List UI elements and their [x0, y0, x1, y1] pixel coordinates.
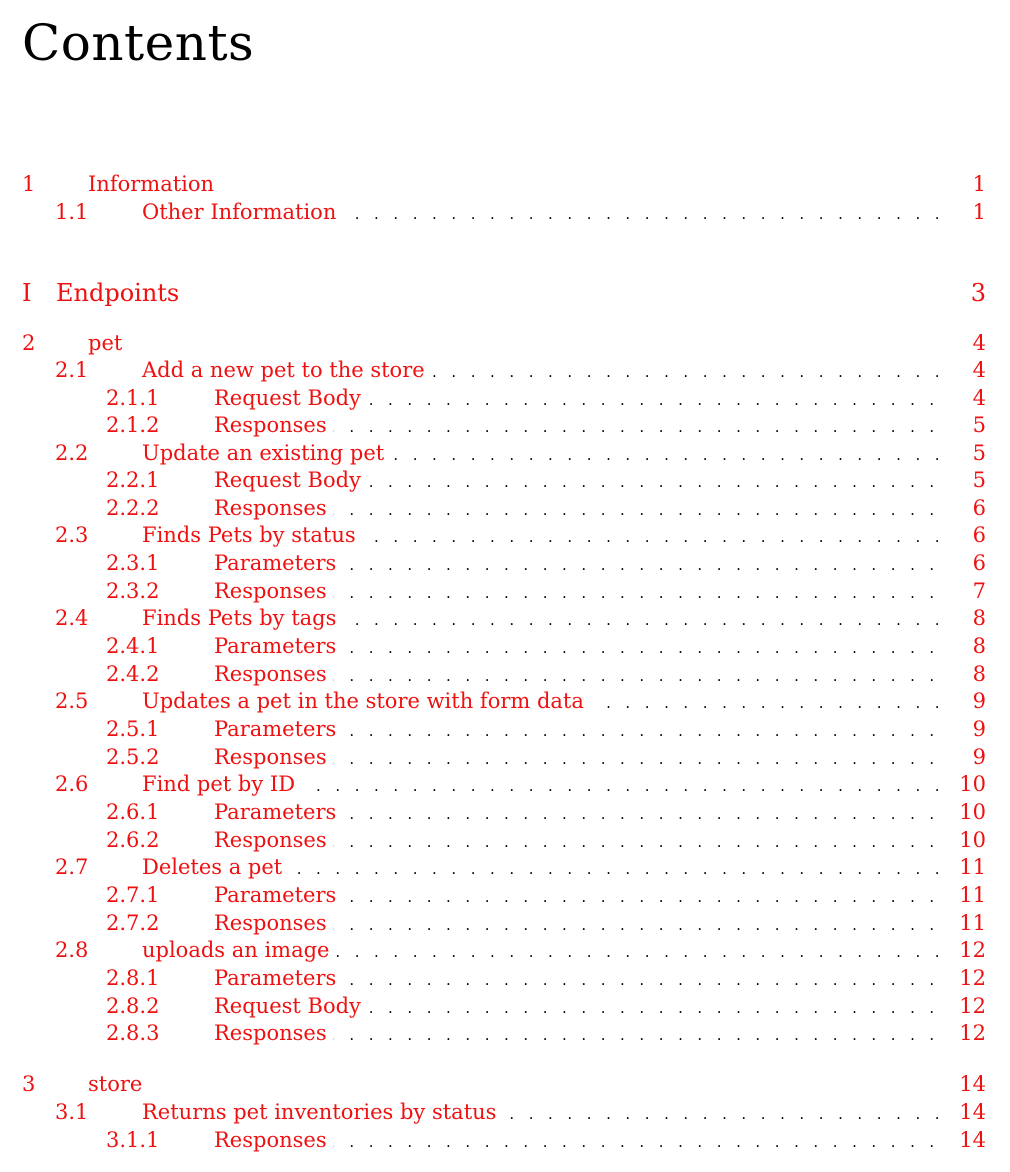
toc-entry-label[interactable] — [214, 744, 333, 770]
toc-entry-label[interactable] — [142, 1099, 502, 1125]
toc-entry[interactable] — [0, 522, 1010, 548]
toc-entry-label-text: Responses — [214, 745, 333, 769]
toc-entry[interactable] — [0, 385, 1010, 411]
toc-entry-label-text: Updates a pet in the store with form data — [142, 689, 590, 713]
toc-entry[interactable] — [0, 965, 1010, 991]
toc-entry-label-text: Parameters — [214, 800, 342, 824]
toc-entry-number: 2.2 — [55, 441, 89, 465]
toc-entry[interactable] — [0, 578, 1010, 604]
toc-entry-number: 2.4 — [55, 606, 89, 630]
toc-entry-label-text: Deletes a pet — [142, 855, 288, 879]
toc-entry-label[interactable] — [214, 882, 342, 908]
toc-entry[interactable] — [0, 716, 1010, 742]
toc-entry-label-text: Responses — [214, 496, 333, 520]
toc-entry-number: 3 — [22, 1072, 36, 1096]
toc-entry-label-text: Parameters — [214, 966, 342, 990]
toc-entry-number: 2.1.1 — [106, 386, 160, 410]
toc-entry-label-text: Responses — [214, 1128, 333, 1152]
toc-entry-label-text: Parameters — [214, 883, 342, 907]
toc-entry-page-number: 8 — [972, 662, 986, 686]
toc-entry-label[interactable] — [88, 330, 128, 356]
toc-entry-label[interactable] — [88, 1071, 148, 1097]
toc-entry-number: 2.4.1 — [106, 634, 160, 658]
toc-entry-label-text: Returns pet inventories by status — [142, 1100, 502, 1124]
toc-entry[interactable] — [0, 171, 1010, 197]
toc-entry-label[interactable] — [142, 688, 590, 714]
toc-entry-label-text: Other Information — [142, 200, 342, 224]
toc-entry-number: I — [22, 279, 32, 307]
toc-entry-number: 2.5 — [55, 689, 89, 713]
toc-entry-page-number: 11 — [959, 883, 986, 907]
toc-entry[interactable] — [0, 412, 1010, 438]
toc-entry-label[interactable] — [142, 199, 342, 225]
toc-entry[interactable] — [0, 1020, 1010, 1046]
toc-entry-page-number: 4 — [972, 331, 986, 355]
toc-entry[interactable] — [0, 199, 1010, 225]
toc-entry-label-text: Responses — [214, 413, 333, 437]
toc-entry-page-number: 12 — [959, 994, 986, 1018]
toc-entry-label-text: Responses — [214, 828, 333, 852]
toc-entry[interactable] — [0, 467, 1010, 493]
toc-entry-page-number: 10 — [959, 800, 986, 824]
toc-entry-page-number: 14 — [959, 1128, 986, 1152]
toc-entry-label-text: Responses — [214, 662, 333, 686]
toc-entry-page-number: 9 — [972, 689, 986, 713]
toc-entry-label-text: Responses — [214, 579, 333, 603]
toc-entry-label-text: Responses — [214, 1021, 333, 1045]
toc-entry-number: 2.7.1 — [106, 883, 160, 907]
toc-entry-number: 2.1.2 — [106, 413, 160, 437]
toc-entry[interactable] — [0, 744, 1010, 770]
toc-entry-label[interactable] — [214, 495, 333, 521]
toc-entry-label[interactable] — [214, 1020, 333, 1046]
toc-entry-number: 2.7.2 — [106, 911, 160, 935]
toc-entry-number: 2.6 — [55, 772, 89, 796]
toc-entry-label[interactable] — [142, 771, 301, 797]
toc-entry-label-text: Find pet by ID — [142, 772, 301, 796]
toc-entry[interactable] — [0, 495, 1010, 521]
toc-entry-number: 2.6.2 — [106, 828, 160, 852]
toc-entry-label[interactable] — [214, 799, 342, 825]
toc-entry-page-number: 5 — [972, 441, 986, 465]
toc-entry-label-text: Information — [88, 172, 220, 196]
toc-entry-label[interactable] — [214, 1127, 333, 1153]
toc-entry[interactable] — [0, 440, 1010, 466]
toc-entry-page-number: 4 — [972, 358, 986, 382]
toc-entry-label[interactable] — [214, 993, 367, 1019]
toc-entry-label-text: uploads an image — [142, 938, 335, 962]
toc-entry[interactable] — [0, 277, 1010, 309]
toc-entry-number: 2 — [22, 331, 36, 355]
toc-entry-number: 2.8.2 — [106, 994, 160, 1018]
toc-entry[interactable] — [0, 937, 1010, 963]
toc-entry-label-text: Request Body — [214, 994, 367, 1018]
toc-entry[interactable] — [0, 633, 1010, 659]
toc-entry[interactable] — [0, 827, 1010, 853]
toc-entry-label-text: Add a new pet to the store — [142, 358, 431, 382]
toc-entry-page-number: 5 — [972, 413, 986, 437]
toc-entry-label-text: Parameters — [214, 717, 342, 741]
toc-entry[interactable] — [0, 910, 1010, 936]
toc-entry-number: 2.5.2 — [106, 745, 160, 769]
toc-entry[interactable] — [0, 357, 1010, 383]
toc-entry-page-number: 12 — [959, 1021, 986, 1045]
toc-entry-number: 2.5.1 — [106, 717, 160, 741]
toc-entry[interactable] — [0, 1071, 1010, 1097]
toc-entry-page-number: 14 — [959, 1072, 986, 1096]
toc-entry-page-number: 1 — [972, 200, 986, 224]
toc-entry-label[interactable] — [214, 661, 333, 687]
toc-entry-page-number: 8 — [972, 606, 986, 630]
toc-entry-page-number: 10 — [959, 772, 986, 796]
toc-entry-label[interactable] — [142, 440, 390, 466]
toc-entry-number: 2.4.2 — [106, 662, 160, 686]
toc-entry-number: 2.3 — [55, 523, 89, 547]
toc-entry-label[interactable] — [214, 716, 342, 742]
toc-entry-label[interactable] — [142, 854, 288, 880]
toc-entry-label-text: Request Body — [214, 386, 367, 410]
toc-entry-label[interactable] — [142, 937, 335, 963]
toc-entry-page-number: 4 — [972, 386, 986, 410]
toc-entry-label-text: Update an existing pet — [142, 441, 390, 465]
toc-entry-number: 2.2.2 — [106, 496, 160, 520]
toc-entry-number: 2.8 — [55, 938, 89, 962]
toc-entry-label[interactable] — [214, 550, 342, 576]
toc-entry-page-number: 5 — [972, 468, 986, 492]
toc-entry-label-text: Responses — [214, 911, 333, 935]
toc-entry-label-text: store — [88, 1072, 148, 1096]
toc-entry[interactable] — [0, 1127, 1010, 1153]
toc-entry-number: 2.3.2 — [106, 579, 160, 603]
toc-entry[interactable] — [0, 882, 1010, 908]
toc-entry-number: 2.6.1 — [106, 800, 160, 824]
toc-entry-number: 2.2.1 — [106, 468, 160, 492]
toc-entry-number: 2.8.3 — [106, 1021, 160, 1045]
toc-entry-number: 1.1 — [55, 200, 89, 224]
toc-entry-label[interactable] — [88, 171, 220, 197]
toc-entry-label-text: Endpoints — [56, 279, 185, 307]
toc-entry-label[interactable] — [214, 385, 367, 411]
toc-entry-label-text: Parameters — [214, 551, 342, 575]
toc-entry-page-number: 8 — [972, 634, 986, 658]
toc-entry-page-number: 11 — [959, 855, 986, 879]
toc-entry-label[interactable] — [214, 827, 333, 853]
toc-entry-label[interactable] — [56, 277, 185, 309]
toc-entry-page-number: 6 — [972, 523, 986, 547]
toc-entry-label[interactable] — [142, 605, 342, 631]
toc-entry-label-text: pet — [88, 331, 128, 355]
toc-entry-label[interactable] — [214, 633, 342, 659]
toc-entry[interactable] — [0, 330, 1010, 356]
toc-entry-page-number: 10 — [959, 828, 986, 852]
toc-entry-number: 2.1 — [55, 358, 89, 382]
toc-entry[interactable] — [0, 661, 1010, 687]
toc-entry[interactable] — [0, 550, 1010, 576]
toc-entry-page-number: 14 — [959, 1100, 986, 1124]
toc-entry-label-text: Finds Pets by status — [142, 523, 362, 547]
toc-entry-label-text: Parameters — [214, 634, 342, 658]
toc-entry-label[interactable] — [142, 357, 431, 383]
toc-entry[interactable] — [0, 771, 1010, 797]
toc-entry-page-number: 3 — [970, 279, 986, 307]
toc-entry-number: 2.8.1 — [106, 966, 160, 990]
page-title: Contents — [22, 14, 255, 72]
toc-entry[interactable] — [0, 1099, 1010, 1125]
toc-entry[interactable] — [0, 799, 1010, 825]
toc-entry-number: 3.1 — [55, 1100, 89, 1124]
toc-entry-number: 2.3.1 — [106, 551, 160, 575]
toc-entry-label[interactable] — [142, 522, 362, 548]
toc-entry-label-text: Finds Pets by tags — [142, 606, 342, 630]
toc-entry-page-number: 12 — [959, 938, 986, 962]
toc-entry-page-number: 9 — [972, 717, 986, 741]
toc-entry-page-number: 11 — [959, 911, 986, 935]
toc-entry-page-number: 9 — [972, 745, 986, 769]
toc-entry[interactable] — [0, 688, 1010, 714]
toc-entry-label[interactable] — [214, 467, 367, 493]
toc-entry[interactable] — [0, 605, 1010, 631]
toc-entry-label-text: Request Body — [214, 468, 367, 492]
toc-entry[interactable] — [0, 993, 1010, 1019]
toc-entry-number: 2.7 — [55, 855, 89, 879]
toc-entry-page-number: 12 — [959, 966, 986, 990]
toc-entry-number: 1 — [22, 172, 36, 196]
toc-entry-page-number: 1 — [972, 172, 986, 196]
toc-entry-label[interactable] — [214, 412, 333, 438]
toc-entry-label[interactable] — [214, 910, 333, 936]
toc-entry[interactable] — [0, 854, 1010, 880]
toc-entry-page-number: 7 — [972, 579, 986, 603]
toc-entry-number: 3.1.1 — [106, 1128, 160, 1152]
toc-entry-page-number: 6 — [972, 496, 986, 520]
toc-entry-label[interactable] — [214, 965, 342, 991]
toc-entry-label[interactable] — [214, 578, 333, 604]
toc-entry-page-number: 6 — [972, 551, 986, 575]
